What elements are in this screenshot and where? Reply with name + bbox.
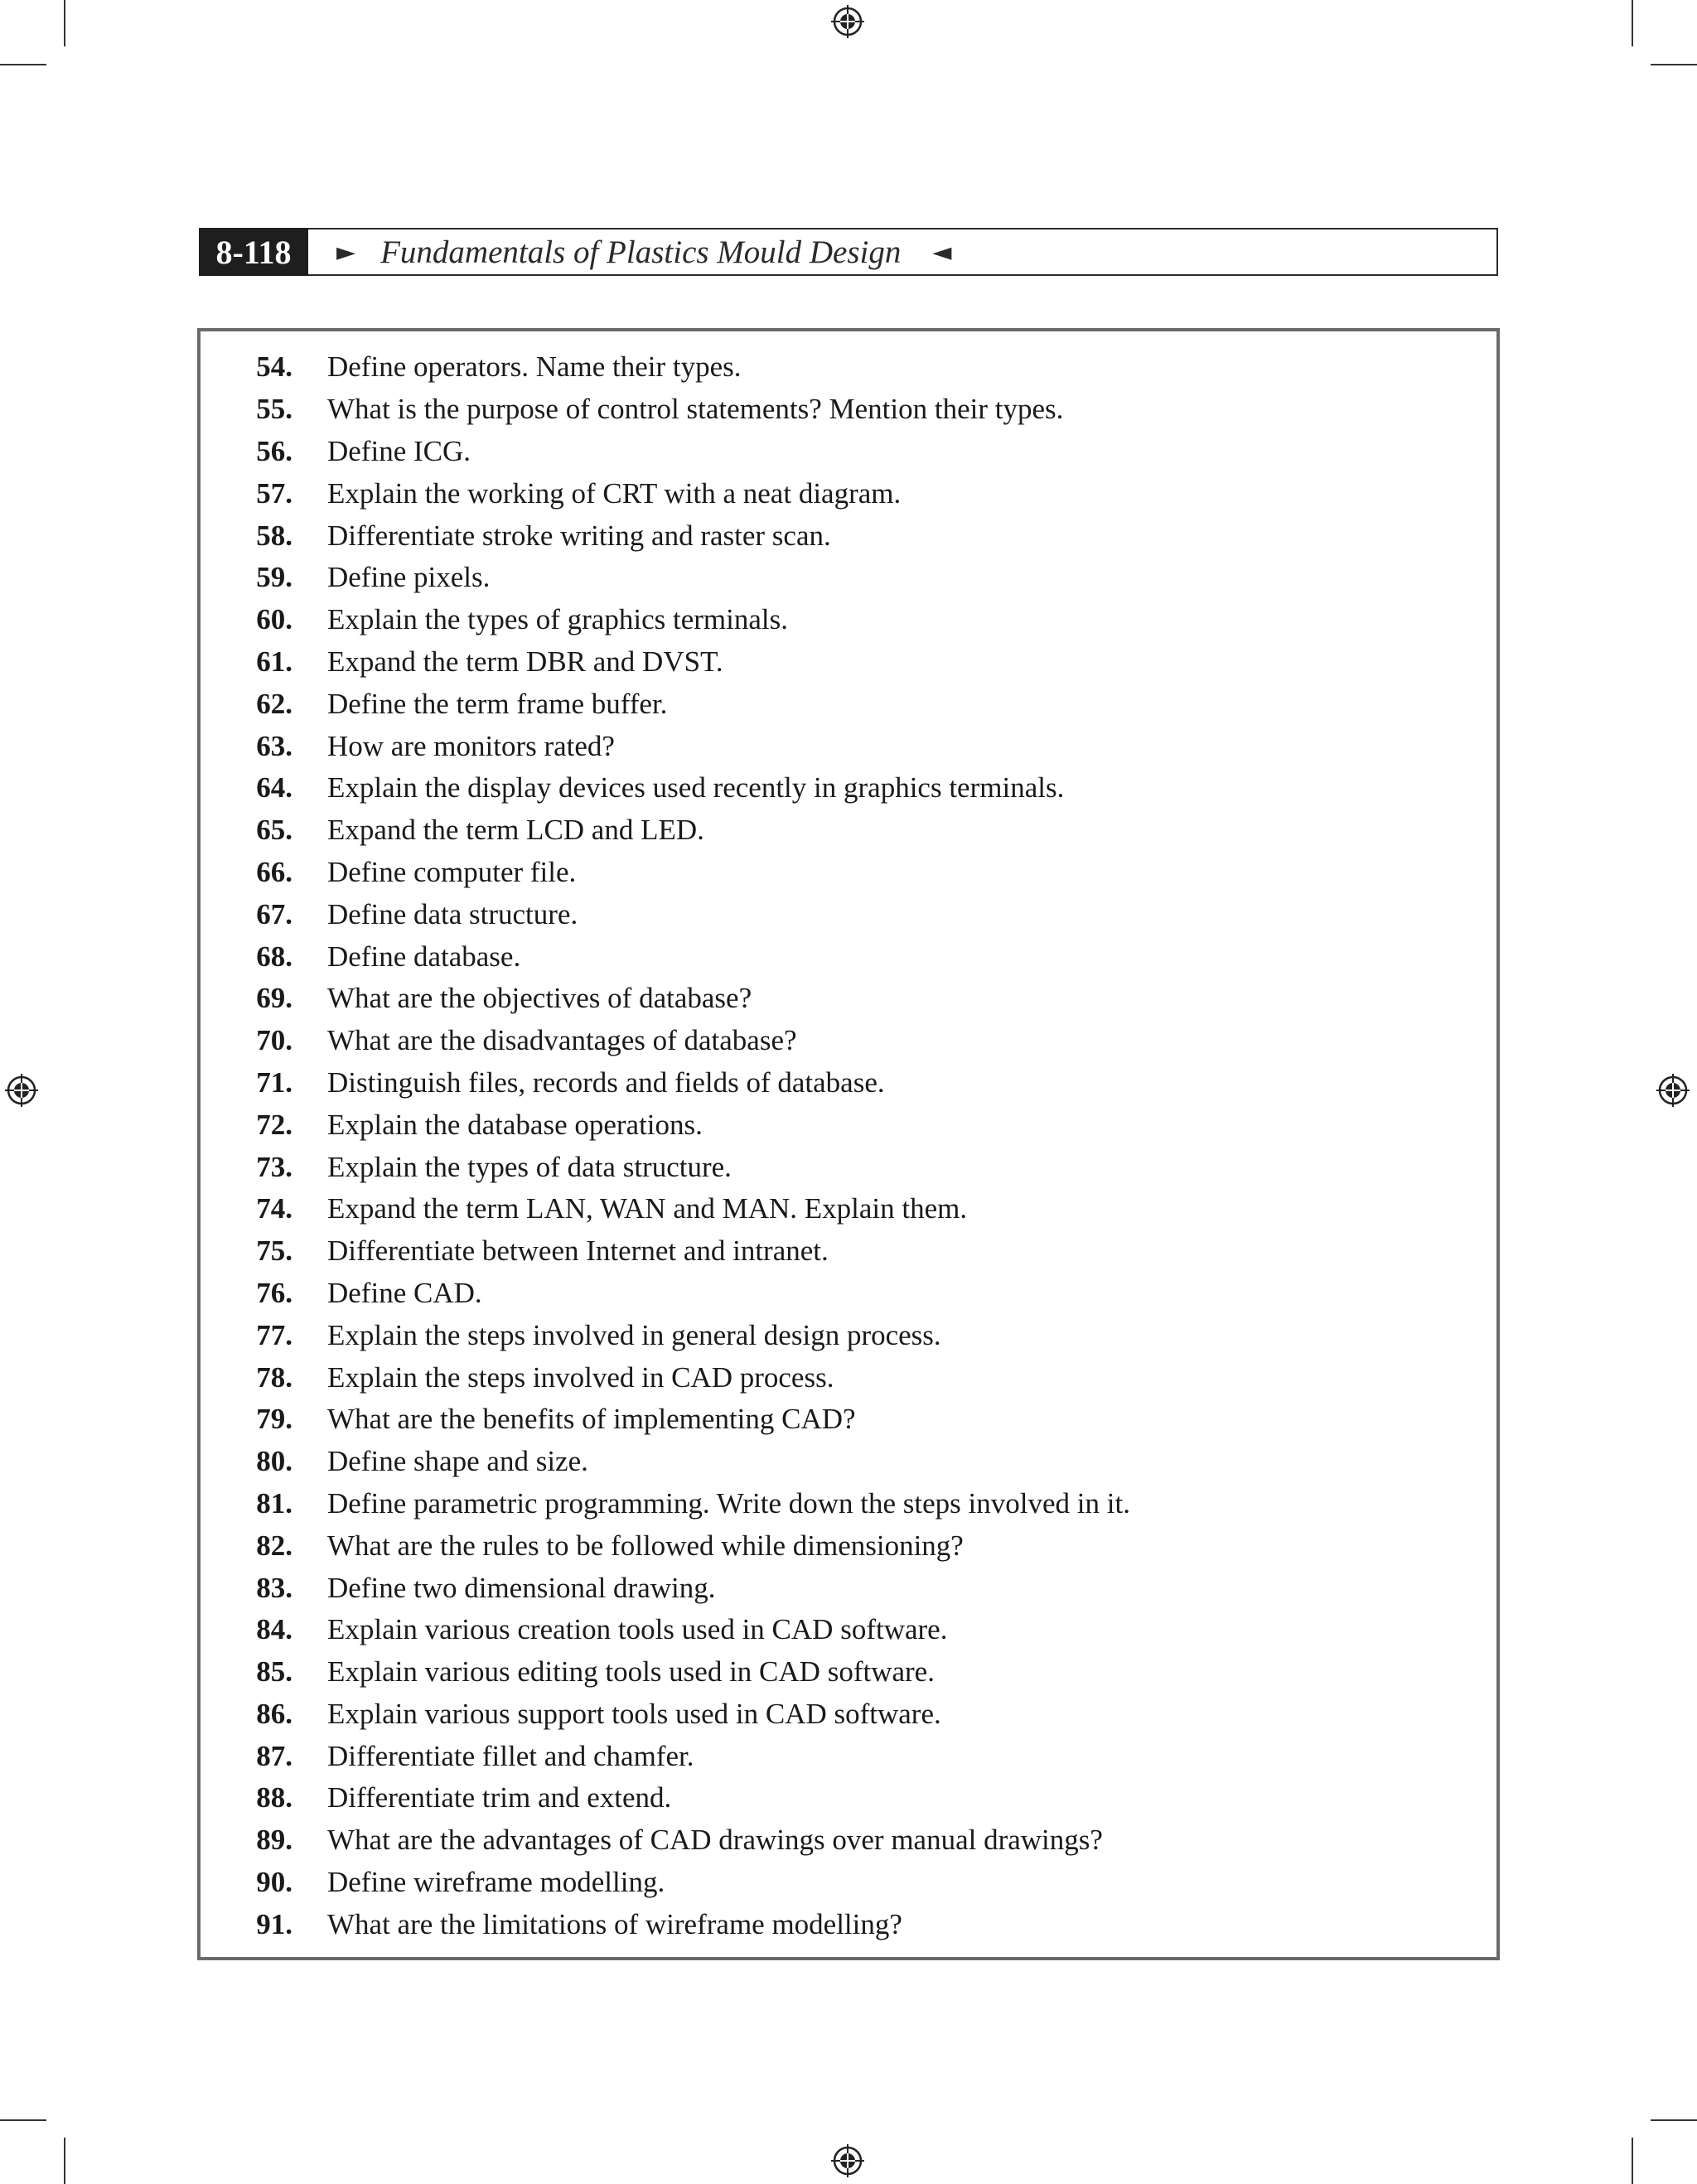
- question-list: [201, 346, 1496, 1945]
- question-item: [201, 1903, 1496, 1945]
- question-text: Explain the steps involved in general design process.: [327, 1318, 941, 1351]
- question-text: Define CAD.: [327, 1276, 482, 1309]
- question-number: 77.: [256, 1318, 293, 1351]
- question-item: [201, 1819, 1496, 1862]
- question-text: Expand the term LAN, WAN and MAN. Explain them.: [327, 1192, 968, 1225]
- header-title-bar: [308, 228, 1498, 276]
- question-item: [201, 1104, 1496, 1146]
- question-text: What are the benefits of implementing CAD?: [327, 1403, 856, 1436]
- registration-mark-icon: [5, 1074, 38, 1107]
- question-number: 70.: [256, 1024, 293, 1057]
- question-number: 76.: [256, 1276, 293, 1309]
- question-number: 89.: [256, 1824, 293, 1857]
- question-text: Explain the types of data structure.: [327, 1150, 732, 1183]
- question-number: 82.: [256, 1529, 293, 1562]
- question-item: [201, 1146, 1496, 1188]
- question-text: Define computer file.: [327, 855, 577, 888]
- question-item: [201, 809, 1496, 852]
- question-item: [201, 1356, 1496, 1399]
- question-item: [201, 725, 1496, 767]
- question-number: 59.: [256, 561, 293, 594]
- question-text: Define shape and size.: [327, 1445, 588, 1478]
- question-item: [201, 1314, 1496, 1356]
- question-number: 64.: [256, 771, 293, 805]
- question-item: [201, 852, 1496, 894]
- question-number: 55.: [256, 393, 293, 426]
- question-text: What are the disadvantages of database?: [327, 1024, 797, 1057]
- question-text: Differentiate trim and extend.: [327, 1781, 672, 1814]
- crop-mark-top-left-vertical: [64, 0, 65, 46]
- question-number: 63.: [256, 729, 293, 762]
- registration-mark-icon: [831, 5, 864, 38]
- question-item: [201, 1230, 1496, 1273]
- question-item: [201, 346, 1496, 389]
- questions-box: [197, 328, 1500, 1960]
- question-item: [201, 1188, 1496, 1230]
- question-text: What are the limitations of wireframe modelling?: [327, 1907, 902, 1940]
- question-item: [201, 472, 1496, 515]
- question-text: What are the advantages of CAD drawings over manual drawings?: [327, 1824, 1103, 1857]
- left-pointer-icon: ◄: [932, 237, 952, 267]
- question-text: Expand the term DBR and DVST.: [327, 645, 723, 678]
- question-number: 74.: [256, 1192, 293, 1225]
- question-text: What are the objectives of database?: [327, 982, 752, 1015]
- question-item: [201, 1777, 1496, 1819]
- crop-mark-top-right-horizontal: [1651, 64, 1697, 65]
- question-item: [201, 1273, 1496, 1315]
- question-item: [201, 1651, 1496, 1694]
- crop-mark-top-right-vertical: [1632, 0, 1633, 46]
- question-number: 72.: [256, 1108, 293, 1141]
- question-item: [201, 978, 1496, 1020]
- question-number: 79.: [256, 1403, 293, 1436]
- question-text: Define the term frame buffer.: [327, 687, 668, 720]
- question-number: 88.: [256, 1781, 293, 1814]
- question-number: 91.: [256, 1907, 293, 1940]
- registration-mark-icon: [831, 2144, 864, 2177]
- question-number: 86.: [256, 1697, 293, 1730]
- question-text: Differentiate stroke writing and raster scan.: [327, 519, 831, 552]
- question-item: [201, 557, 1496, 599]
- question-item: [201, 389, 1496, 431]
- question-item: [201, 683, 1496, 725]
- question-item: [201, 893, 1496, 935]
- question-text: What are the rules to be followed while dimensioning?: [327, 1529, 964, 1562]
- registration-mark-icon: [1656, 1074, 1690, 1107]
- question-text: Define ICG.: [327, 434, 471, 467]
- question-number: 80.: [256, 1445, 293, 1478]
- question-item: [201, 1862, 1496, 1904]
- question-text: Define wireframe modelling.: [327, 1866, 665, 1899]
- question-number: 66.: [256, 855, 293, 888]
- question-item: [201, 641, 1496, 684]
- question-text: Explain the display devices used recently in graphics terminals.: [327, 771, 1065, 805]
- question-item: [201, 1020, 1496, 1062]
- question-text: Explain various creation tools used in CAD software.: [327, 1613, 948, 1646]
- question-text: What is the purpose of control statements? Mention their types.: [327, 393, 1064, 426]
- question-number: 65.: [256, 814, 293, 847]
- question-text: Define parametric programming. Write down the steps involved in it.: [327, 1486, 1130, 1520]
- crop-mark-bottom-right-horizontal: [1651, 2119, 1697, 2121]
- right-pointer-icon: ►: [336, 237, 356, 267]
- question-number: 71.: [256, 1065, 293, 1099]
- question-text: Define two dimensional drawing.: [327, 1571, 716, 1604]
- question-number: 75.: [256, 1235, 293, 1268]
- question-item: [201, 1441, 1496, 1483]
- question-number: 60.: [256, 603, 293, 636]
- question-number: 58.: [256, 519, 293, 552]
- question-number: 57.: [256, 476, 293, 510]
- question-item: [201, 1609, 1496, 1651]
- question-number: 61.: [256, 645, 293, 678]
- question-number: 90.: [256, 1866, 293, 1899]
- question-item: [201, 1399, 1496, 1441]
- question-number: 69.: [256, 982, 293, 1015]
- question-item: [201, 431, 1496, 473]
- question-number: 54.: [256, 350, 293, 384]
- crop-mark-top-left-horizontal: [0, 64, 46, 65]
- question-item: [201, 1567, 1496, 1609]
- question-number: 68.: [256, 940, 293, 973]
- page-number: 8-118: [199, 228, 308, 276]
- question-text: Explain the working of CRT with a neat diagram.: [327, 476, 902, 510]
- question-item: [201, 1694, 1496, 1736]
- question-text: Define data structure.: [327, 897, 578, 930]
- question-text: Differentiate fillet and chamfer.: [327, 1739, 694, 1772]
- question-item: [201, 1735, 1496, 1777]
- question-item: [201, 515, 1496, 557]
- question-number: 73.: [256, 1150, 293, 1183]
- question-item: [201, 599, 1496, 641]
- question-number: 67.: [256, 897, 293, 930]
- question-number: 85.: [256, 1655, 293, 1689]
- question-item: [201, 1062, 1496, 1104]
- question-number: 83.: [256, 1571, 293, 1604]
- book-title: Fundamentals of Plastics Mould Design: [380, 234, 902, 270]
- question-text: Explain various editing tools used in CAD software.: [327, 1655, 935, 1689]
- question-number: 87.: [256, 1739, 293, 1772]
- crop-mark-bottom-left-horizontal: [0, 2119, 46, 2121]
- running-header: [199, 228, 1498, 276]
- question-text: Define operators. Name their types.: [327, 350, 742, 384]
- question-number: 78.: [256, 1360, 293, 1394]
- question-text: Explain the database operations.: [327, 1108, 703, 1141]
- question-number: 84.: [256, 1613, 293, 1646]
- question-text: Explain the types of graphics terminals.: [327, 603, 788, 636]
- question-text: How are monitors rated?: [327, 729, 615, 762]
- question-text: Differentiate between Internet and intranet.: [327, 1235, 829, 1268]
- question-text: Expand the term LCD and LED.: [327, 814, 704, 847]
- question-number: 56.: [256, 434, 293, 467]
- question-item: [201, 935, 1496, 978]
- question-item: [201, 1524, 1496, 1567]
- question-item: [201, 767, 1496, 809]
- question-number: 62.: [256, 687, 293, 720]
- question-number: 81.: [256, 1486, 293, 1520]
- question-text: Define database.: [327, 940, 521, 973]
- crop-mark-bottom-right-vertical: [1632, 2138, 1633, 2184]
- crop-mark-bottom-left-vertical: [64, 2138, 65, 2184]
- question-item: [201, 1483, 1496, 1525]
- question-text: Define pixels.: [327, 561, 491, 594]
- question-text: Explain various support tools used in CAD software.: [327, 1697, 941, 1730]
- question-text: Explain the steps involved in CAD process.: [327, 1360, 834, 1394]
- question-text: Distinguish files, records and fields of database.: [327, 1065, 885, 1099]
